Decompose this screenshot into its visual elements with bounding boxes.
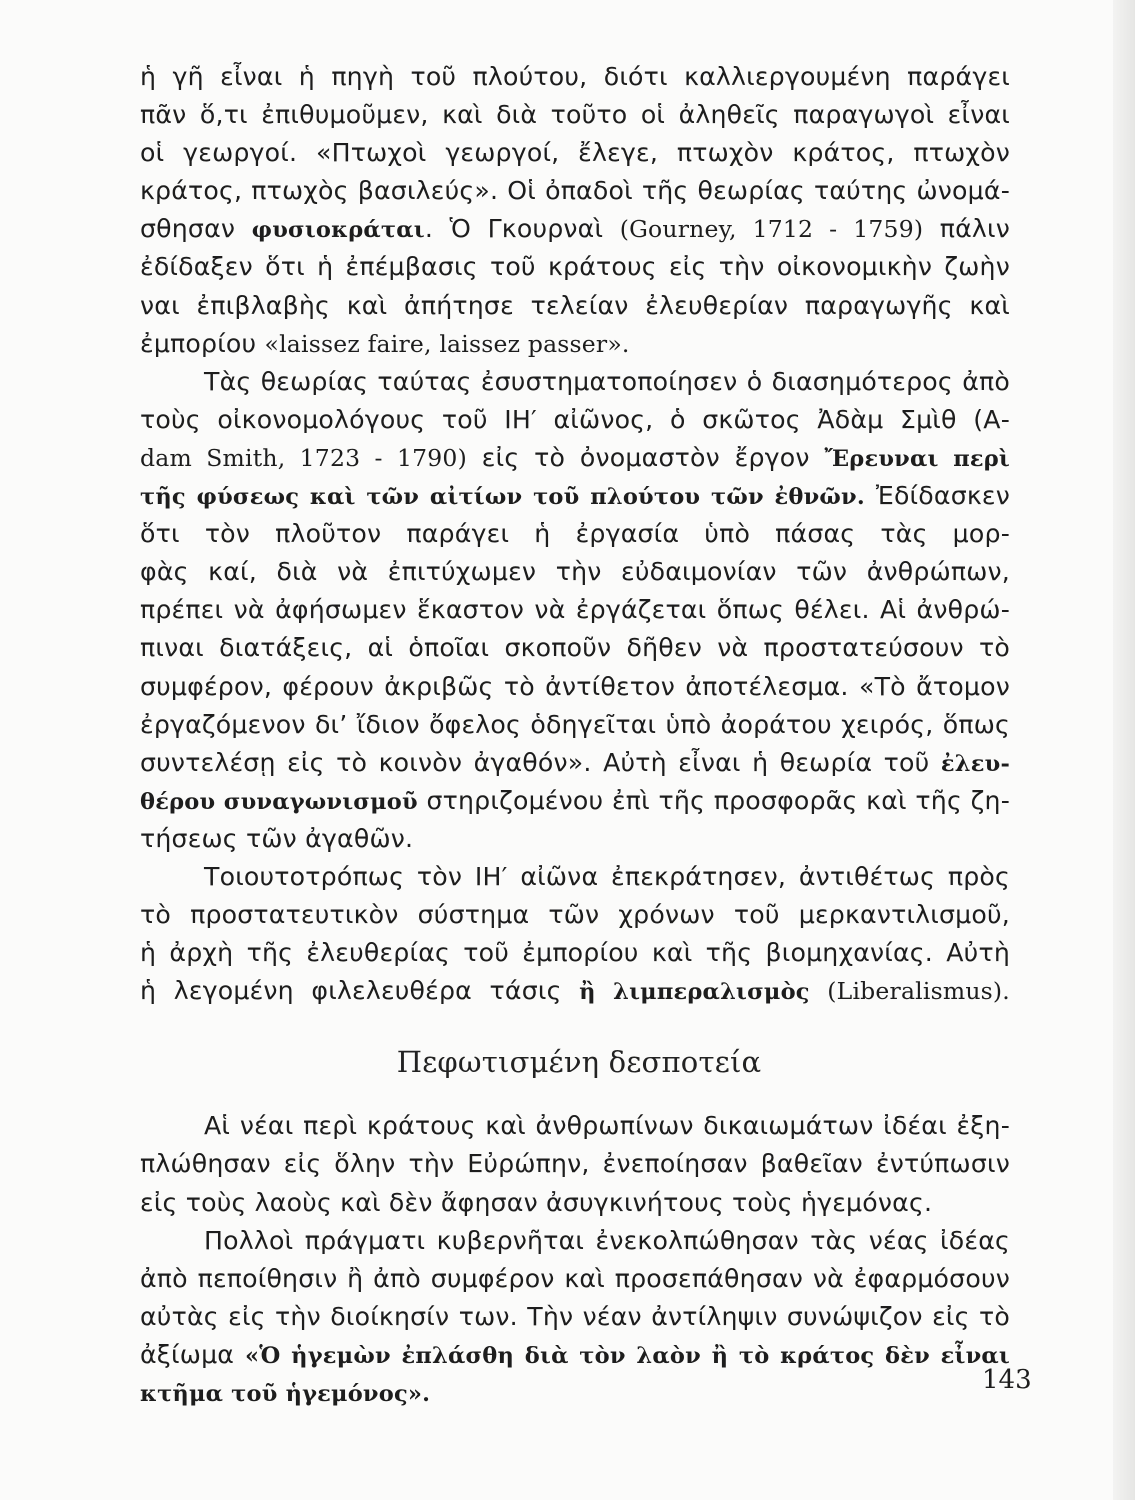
text-line bbox=[140, 972, 1010, 1010]
text-line: ἐργαζόμενον δι’ ἴδιον ὄφελος ὁδηγεῖται ὑπὸ ἀοράτου χειρός, ὅπως bbox=[140, 709, 1010, 739]
bold-term: ἢ λιμπεραλισμὸς bbox=[579, 979, 810, 1006]
bold-term: θέρου συναγωνισμοῦ bbox=[140, 788, 418, 815]
text-run: . Ὁ Γκουρναὶ bbox=[424, 214, 620, 244]
text-run: στηριζομένου ἐπὶ τῆς προσφορᾶς καὶ τῆς ζη- bbox=[426, 785, 1010, 815]
text-line: αὐτὰς εἰς τὴν διοίκησίν των. Τὴν νέαν ἀντίληψιν συνώψιζον εἰς τὸ bbox=[140, 1301, 1010, 1331]
text-line: Τὰς θεωρίας ταύτας ἐσυστηματοποίησεν ὁ διασημότερος ἀπὸ bbox=[204, 366, 1010, 396]
text-run: συντελέσῃ εἰς τὸ κοινὸν ἀγαθόν». Αὐτὴ εἶναι ἡ θεωρία τοῦ bbox=[140, 747, 941, 777]
text-line: Τοιουτοτρόπως τὸν ΙΗ′ αἰῶνα ἐπεκράτησεν, ἀντιθέτως πρὸς bbox=[204, 861, 1010, 891]
bold-term: φυσιοκράται bbox=[251, 217, 425, 244]
text-line: εἰς τοὺς λαοὺς καὶ δὲν ἄφησαν ἀσυγκινήτους τοὺς ἡγεμόνας. bbox=[140, 1187, 933, 1217]
text-line: κράτος, πτωχὸς βασιλεύς». Οἱ ὀπαδοὶ τῆς θεωρίας ταύτης ὠνομά- bbox=[140, 176, 1010, 206]
text-run: ἐμπορίου bbox=[140, 328, 265, 358]
text-line: ναι ἐπιβλαβὴς καὶ ἀπήτησε τελείαν ἐλευθερίαν παραγωγῆς καὶ bbox=[140, 290, 1010, 320]
text-run: ἡ λεγομένη φιλελευθέρα τάσις bbox=[140, 976, 580, 1006]
bold-quote: κτῆμα τοῦ ἡγεμόνος». bbox=[140, 1381, 431, 1407]
paragraph-new-ideas bbox=[140, 1107, 1010, 1221]
page-body bbox=[140, 58, 1010, 1412]
paragraph-physiocrats bbox=[140, 58, 1010, 363]
paragraph-liberalism bbox=[140, 858, 1010, 1010]
text-line: τὸ προστατευτικὸν σύστημα τῶν χρόνων τοῦ μερκαντιλισμοῦ, bbox=[140, 900, 1010, 930]
latin-text: (Gourney, 1712 - 1759) bbox=[619, 215, 924, 244]
text-line bbox=[140, 1374, 1010, 1412]
text-line bbox=[140, 439, 1010, 477]
text-line: πλώθησαν εἰς ὅλην τὴν Εὐρώπην, ἐνεποίησαν βαθεῖαν ἐντύπωσιν bbox=[140, 1149, 1010, 1179]
text-run: Ἐδίδασκεν bbox=[875, 481, 1010, 511]
text-line bbox=[140, 477, 1010, 515]
text-run: σθησαν bbox=[140, 214, 252, 244]
text-run: πάλιν bbox=[939, 214, 1010, 244]
text-run: ἀξίωμα bbox=[140, 1339, 245, 1369]
text-line: φὰς καί, διὰ νὰ ἐπιτύχωμεν τὴν εὐδαιμονίαν τῶν ἀνθρώπων, bbox=[140, 557, 1010, 587]
text-line bbox=[140, 325, 1010, 363]
latin-text: «laissez faire, laissez passer». bbox=[264, 329, 630, 358]
spacer bbox=[140, 1010, 1010, 1043]
page-number: 143 bbox=[982, 1365, 1032, 1395]
bold-title: Ἔρευναι περὶ bbox=[824, 445, 1010, 472]
text-line: τοὺς οἰκονομολόγους τοῦ ΙΗ′ αἰῶνος, ὁ σκῶτος Ἀδὰμ Σμὶθ (Α- bbox=[140, 404, 1010, 434]
page-binding-edge bbox=[1113, 0, 1135, 1500]
text-line: πᾶν ὅ,τι ἐπιθυμοῦμεν, καὶ διὰ τοῦτο οἱ ἀληθεῖς παραγωγοὶ εἶναι bbox=[140, 100, 1010, 130]
text-line bbox=[140, 1336, 1010, 1374]
text-line: ὅτι τὸν πλοῦτον παράγει ἡ ἐργασία ὑπὸ πάσας τὰς μορ- bbox=[140, 519, 1010, 549]
text-line: συμφέρον, φέρουν ἀκριβῶς τὸ ἀντίθετον ἀποτέλεσμα. «Τὸ ἄτομον bbox=[140, 671, 1010, 701]
text-line: οἱ γεωργοί. «Πτωχοὶ γεωργοί, ἔλεγε, πτωχὸν κράτος, πτωχὸν bbox=[140, 138, 1010, 168]
text-line bbox=[140, 210, 1010, 248]
text-line: Αἱ νέαι περὶ κράτους καὶ ἀνθρωπίνων δικαιωμάτων ἰδέαι ἐξη- bbox=[204, 1111, 1010, 1141]
bold-quote: «Ὁ ἡγεμὼν ἐπλάσθη διὰ τὸν λαὸν ἢ τὸ κράτος δὲν εἶναι bbox=[244, 1342, 1010, 1369]
text-line: ἡ ἀρχὴ τῆς ἐλευθερίας τοῦ ἐμπορίου καὶ τῆς βιομηχανίας. Αὐτὴ bbox=[140, 938, 1010, 968]
text-line bbox=[140, 744, 1010, 782]
text-line: πρέπει νὰ ἀφήσωμεν ἕκαστον νὰ ἐργάζεται ὅπως θέλει. Αἱ ἀνθρώ- bbox=[140, 595, 1010, 625]
text-line: ἡ γῆ εἶναι ἡ πηγὴ τοῦ πλούτου, διότι καλλιεργουμένη παράγει bbox=[140, 62, 1010, 91]
latin-text: dam Smith, 1723 - 1790) bbox=[140, 443, 467, 472]
text-line: πιναι διατάξεις, αἱ ὁποῖαι σκοποῦν δῆθεν νὰ προστατεύσουν τὸ bbox=[140, 633, 1010, 663]
latin-text: (Liberalismus). bbox=[827, 977, 1010, 1006]
text-line: ἀπὸ πεποίθησιν ἢ ἀπὸ συμφέρον καὶ προσεπάθησαν νὰ ἐφαρμόσουν bbox=[140, 1263, 1010, 1293]
bold-term: ἐλευ- bbox=[940, 750, 1010, 777]
paragraph-rulers bbox=[140, 1222, 1010, 1412]
paragraph-adam-smith bbox=[140, 363, 1010, 858]
text-line bbox=[140, 782, 1010, 820]
text-line: τήσεως τῶν ἀγαθῶν. bbox=[140, 823, 414, 853]
spacer bbox=[140, 1081, 1010, 1107]
text-line: Πολλοὶ πράγματι κυβερνῆται ἐνεκολπώθησαν τὰς νέας ἰδέας bbox=[204, 1225, 1010, 1255]
text-run: εἰς τὸ ὀνομαστὸν ἔργον bbox=[481, 442, 825, 472]
text-line: ἐδίδαξεν ὅτι ἡ ἐπέμβασις τοῦ κράτους εἰς τὴν οἰκονομικὴν ζωὴν bbox=[140, 252, 1010, 282]
bold-title: τῆς φύσεως καὶ τῶν αἰτίων τοῦ πλούτου τῶν ἐθνῶν. bbox=[140, 484, 865, 511]
section-heading: Πεφωτισμένη δεσποτεία bbox=[396, 1045, 762, 1080]
